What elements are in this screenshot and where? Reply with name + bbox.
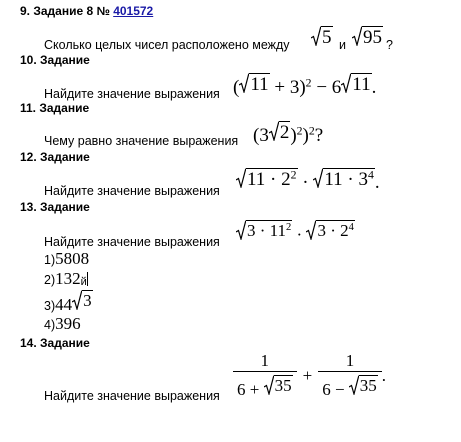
task-13-heading: 13. Задание (20, 200, 90, 214)
task-11-text: Чему равно значение выражения (44, 134, 239, 148)
task-10-open-paren: ( (233, 77, 240, 98)
task-12-radicand-1: 11 · 2 (247, 169, 291, 190)
task-12-exp-1: 2 (290, 168, 297, 182)
option-value: 396 (55, 314, 81, 333)
option-radicand: 3 (83, 291, 92, 310)
task-11-question: ? (314, 125, 324, 146)
task-11-expression (253, 121, 323, 145)
task-13-option-4 (44, 315, 81, 334)
task-9-and: и (339, 38, 346, 52)
task-10-power: 2 (305, 76, 312, 90)
task-13-exp-2: 4 (348, 222, 354, 234)
task-9-label: 9. Задание 8 № (20, 4, 110, 18)
task-9-radicand-a: 5 (322, 27, 332, 48)
task-14-plus: + (302, 365, 313, 385)
task-10-radicand-2: 11 (352, 74, 371, 95)
text-cursor (87, 272, 88, 286)
fraction-radicand: 35 (359, 376, 377, 395)
option-number: 2) (44, 273, 56, 287)
option-value: 5808 (55, 249, 90, 268)
task-11-radicand: 2 (279, 122, 290, 143)
task-12-expression (236, 168, 380, 192)
task-9-link[interactable]: 401572 (113, 4, 154, 18)
task-11-power-1: 2 (296, 124, 303, 138)
task-14-fraction-2 (318, 352, 382, 398)
task-10-plus: + 3) (274, 77, 306, 98)
option-value: 44 (55, 295, 73, 314)
task-12-dot: · (302, 172, 309, 193)
task-9-question-mark: ? (386, 38, 393, 52)
task-10-minus: − 6 (316, 77, 342, 98)
task-13-radicand-1: 3 · 11 (247, 221, 287, 240)
task-11-close: ) (290, 125, 297, 146)
task-13-option-3 (44, 290, 93, 315)
task-10-text: Найдите значение выражения (44, 87, 220, 101)
task-13-dot: · (296, 225, 303, 244)
fraction-numerator: 1 (345, 351, 355, 370)
task-14-expression (233, 352, 386, 398)
task-13-expression (236, 220, 355, 243)
option-value: 132 (55, 269, 81, 288)
fraction-denominator-left: 6 − (322, 380, 345, 399)
task-9-heading (20, 4, 153, 18)
fraction-denominator-left: 6 + (237, 380, 260, 399)
task-9-radicand-b: 95 (363, 27, 382, 48)
task-14-heading: 14. Задание (20, 336, 90, 350)
option-mark: й (80, 276, 87, 288)
task-13-exp-1: 2 (286, 222, 292, 234)
task-9-text: Сколько целых чисел расположено между (44, 38, 290, 52)
task-11-power-2: 2 (308, 124, 315, 138)
task-13-option-1 (44, 250, 89, 269)
task-10-expression (233, 73, 376, 97)
task-13-radicand-2: 3 · 2 (317, 221, 349, 240)
task-12-radicand-2: 11 · 3 (324, 169, 368, 190)
option-number: 4) (44, 318, 56, 332)
task-12-exp-2: 4 (367, 168, 374, 182)
task-11-heading: 11. Задание (20, 101, 90, 115)
task-10-radicand-1: 11 (250, 74, 269, 95)
task-14-text: Найдите значение выражения (44, 389, 220, 403)
task-13-option-2 (44, 270, 88, 289)
fraction-numerator: 1 (260, 351, 270, 370)
task-14-end: . (381, 365, 387, 385)
task-12-heading: 12. Задание (20, 150, 90, 164)
task-10-heading: 10. Задание (20, 53, 90, 67)
task-11-open: (3 (253, 125, 269, 146)
task-14-fraction-1 (233, 352, 297, 398)
task-9-sqrt-95 (352, 26, 383, 50)
task-12-text: Найдите значение выражения (44, 184, 220, 198)
task-10-end: . (371, 77, 377, 98)
option-number: 3) (44, 299, 56, 313)
fraction-radicand: 35 (274, 376, 292, 395)
task-13-text: Найдите значение выражения (44, 235, 220, 249)
task-12-end: . (374, 172, 380, 193)
option-number: 1) (44, 253, 56, 267)
task-9-sqrt-5 (311, 26, 333, 50)
task-11-close-2: ) (302, 125, 309, 146)
